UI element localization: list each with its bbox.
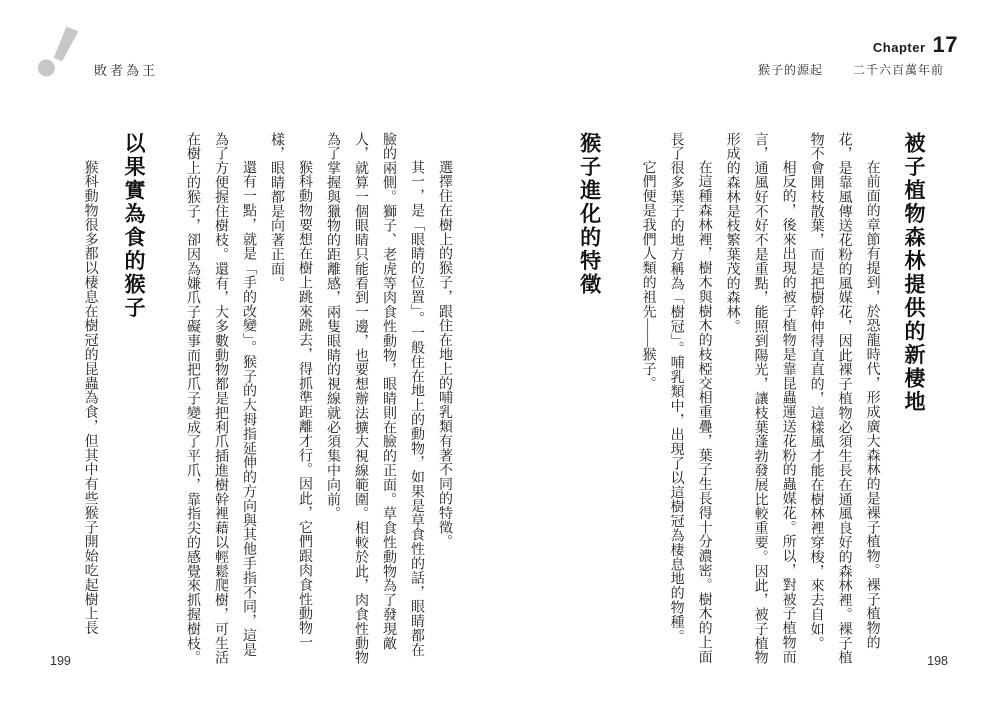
page-number-198: 198 [927,654,948,668]
paragraph: 在前面的章節有提到，於恐龍時代，形成廣大森林的是裸子植物。裸子植物的花，是靠風傳送花粉的風媒花，因此裸子植物必須生長在通風良好的森林裡。裸子植物不會開枝散葉，而是把樹幹伸得直直的，這樣風才能在樹林裡穿梭，來去自如。 [808,132,880,665]
paragraph: 在這種森林裡，樹木與樹木的枝椏交相重疊，葉子生長得十分濃密。樹木的上面長了很多葉子的地方稱為「樹冠」。哺乳類中，出現了以這樹冠為棲息地的物種。 [668,132,712,664]
book-title: 敗者為王 [94,63,159,78]
page-number-199: 199 [50,654,71,668]
chapter-era: 二千六百萬年前 [852,63,944,77]
section-title-monkey-evolution: 猴子進化的特徵 [577,132,602,297]
chapter-number: 17 [932,32,958,57]
section-title-new-habitat: 被子植物森林提供的新棲地 [902,132,926,414]
chapter-header [758,32,958,78]
chapter-line [758,32,958,58]
page-198-text [553,132,928,666]
paragraph: 猴科動物很多都以棲息在樹冠的昆蟲為食，但其中有些猴子開始吃起樹上長 [82,160,98,636]
section-title-fruit-eating-monkeys: 以果實為食的猴子 [122,132,146,320]
paragraph: 選擇住在樹上的猴子，跟住在地上的哺乳類有著不同的特徵。 [437,160,452,549]
paragraph: 相反的，後來出現的被子植物是靠昆蟲運送花粉的蟲媒花。所以，對被子植物而言，通風好不好不是重點，能照到陽光，讓枝葉蓬勃發展比較重要。因此，被子植物形成的森林是枝繁葉茂的森林。 [724,132,796,665]
chapter-label: Chapter [872,40,926,55]
paragraph: 還有一點，就是「手的改變」。猴子的大拇指延伸的方向與其他手指不同，這是為了方便握住樹枝。還有，大多數動物都是把利爪插進樹幹裡藉以輕鬆爬樹，可生活在樹上的猴子，卻因為嫌爪子礙事而把爪子變成了平爪，靠指尖的感覺來抓握樹枝。 [185,132,256,665]
chapter-subtitle [758,61,958,78]
paragraph: 它們便是我們人類的祖先——猴子。 [640,160,656,391]
exclamation-icon [38,24,82,82]
page-199-text [62,132,458,666]
chapter-topic: 猴子的源起 [757,63,823,77]
paragraph: 猴科動物要想在樹上跳來跳去，得抓準距離才行。因此，它們跟肉食性動物一樣，眼睛都是向著正面。 [269,132,312,650]
paragraph: 其一，是「眼睛的位置」。一般住在地上的動物，如果是草食性的話，眼睛都在臉的兩側。獅子、老虎等肉食性動物，眼睛則在臉的正面。草食性動物為了發現敵人，就算一個眼睛只能看到一邊，也要想辦法擴大視線範圍。相較於此，肉食性動物為了掌握與獵物的距離感，兩隻眼睛的視線就必須集中向前。 [325,132,424,665]
